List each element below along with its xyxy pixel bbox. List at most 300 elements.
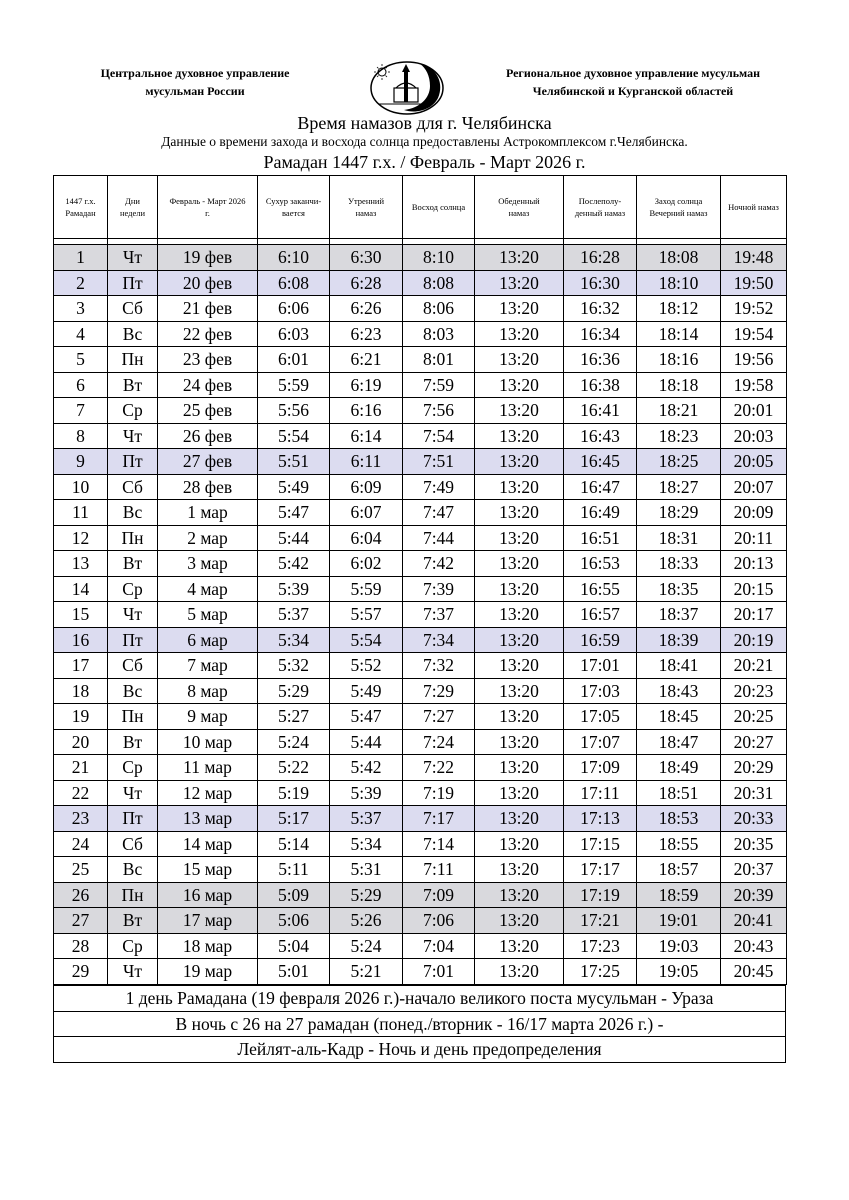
cell-weekday: Ср: [108, 398, 158, 424]
footer-note-laylat-al-qadr: Лейлят-аль-Кадр - Ночь и день предопределения: [54, 1037, 786, 1063]
cell-weekday: Чт: [108, 245, 158, 271]
cell-dhuhr: 13:20: [475, 321, 564, 347]
cell-suhur: 6:10: [258, 245, 330, 271]
cell-sunrise: 7:27: [403, 704, 475, 730]
cell-weekday: Вт: [108, 372, 158, 398]
col-header-suhur: Сухур заканчи- вается: [258, 176, 330, 239]
cell-ramadan-day: 3: [54, 296, 108, 322]
cell-suhur: 5:56: [258, 398, 330, 424]
cell-dhuhr: 13:20: [475, 653, 564, 679]
org-left: [60, 64, 330, 100]
cell-date: 14 мар: [158, 831, 258, 857]
cell-dhuhr: 13:20: [475, 347, 564, 373]
cell-weekday: Чт: [108, 780, 158, 806]
cell-asr: 16:45: [564, 449, 637, 475]
cell-asr: 16:51: [564, 525, 637, 551]
cell-fajr: 5:24: [330, 933, 403, 959]
cell-dhuhr: 13:20: [475, 525, 564, 551]
table-body: [54, 245, 787, 985]
cell-weekday: Ср: [108, 933, 158, 959]
data-source-note: Данные о времени захода и восхода солнца предоставлены Астрокомплексом г.Челябинска.: [161, 134, 688, 149]
cell-date: 5 мар: [158, 602, 258, 628]
col-header-sunrise: Восход солнца: [403, 176, 475, 239]
cell-suhur: 5:04: [258, 933, 330, 959]
cell-weekday: Пн: [108, 704, 158, 730]
table-row: [54, 525, 787, 551]
table-row: [54, 398, 787, 424]
cell-dhuhr: 13:20: [475, 678, 564, 704]
table-row: [54, 627, 787, 653]
cell-sunrise: 7:19: [403, 780, 475, 806]
cell-date: 19 мар: [158, 959, 258, 985]
cell-fajr: 5:42: [330, 755, 403, 781]
table-row: [54, 500, 787, 526]
table-row: [54, 576, 787, 602]
cell-sunrise: 8:03: [403, 321, 475, 347]
cell-ramadan-day: 8: [54, 423, 108, 449]
table-row: [54, 755, 787, 781]
cell-isha: 19:56: [721, 347, 787, 373]
cell-isha: 20:29: [721, 755, 787, 781]
cell-date: 15 мар: [158, 857, 258, 883]
cell-asr: 16:30: [564, 270, 637, 296]
cell-weekday: Пт: [108, 627, 158, 653]
cell-suhur: 5:32: [258, 653, 330, 679]
cell-dhuhr: 13:20: [475, 959, 564, 985]
cell-fajr: 6:02: [330, 551, 403, 577]
table-row: [54, 933, 787, 959]
table-row: [54, 245, 787, 271]
cell-ramadan-day: 25: [54, 857, 108, 883]
cell-fajr: 6:23: [330, 321, 403, 347]
cell-isha: 20:23: [721, 678, 787, 704]
cell-ramadan-day: 28: [54, 933, 108, 959]
cell-isha: 20:25: [721, 704, 787, 730]
cell-maghrib: 18:57: [637, 857, 721, 883]
cell-dhuhr: 13:20: [475, 296, 564, 322]
table-row: [54, 449, 787, 475]
cell-fajr: 5:29: [330, 882, 403, 908]
cell-weekday: Пт: [108, 806, 158, 832]
cell-ramadan-day: 4: [54, 321, 108, 347]
cell-dhuhr: 13:20: [475, 831, 564, 857]
cell-date: 4 мар: [158, 576, 258, 602]
cell-fajr: 5:39: [330, 780, 403, 806]
cell-maghrib: 18:53: [637, 806, 721, 832]
table-row: [54, 959, 787, 985]
cell-ramadan-day: 18: [54, 678, 108, 704]
cell-isha: 19:52: [721, 296, 787, 322]
cell-weekday: Ср: [108, 755, 158, 781]
cell-maghrib: 18:31: [637, 525, 721, 551]
footer-note-ramadan-start: 1 день Рамадана (19 февраля 2026 г.)-начало великого поста мусульман - Ураза: [54, 986, 786, 1012]
cell-sunrise: 7:32: [403, 653, 475, 679]
cell-suhur: 5:19: [258, 780, 330, 806]
cell-suhur: 5:06: [258, 908, 330, 934]
cell-ramadan-day: 7: [54, 398, 108, 424]
cell-asr: 17:23: [564, 933, 637, 959]
table-header-row: [54, 176, 787, 239]
cell-isha: 20:27: [721, 729, 787, 755]
table-row: [54, 704, 787, 730]
cell-weekday: Вс: [108, 678, 158, 704]
cell-date: 6 мар: [158, 627, 258, 653]
cell-ramadan-day: 15: [54, 602, 108, 628]
cell-fajr: 5:52: [330, 653, 403, 679]
table-row: [54, 678, 787, 704]
cell-asr: 17:03: [564, 678, 637, 704]
cell-dhuhr: 13:20: [475, 423, 564, 449]
cell-sunrise: 7:29: [403, 678, 475, 704]
cell-ramadan-day: 2: [54, 270, 108, 296]
cell-weekday: Пн: [108, 882, 158, 908]
cell-fajr: 5:49: [330, 678, 403, 704]
cell-dhuhr: 13:20: [475, 372, 564, 398]
org-right-line1: Региональное духовное управление мусульман: [505, 66, 761, 80]
cell-date: 25 фев: [158, 398, 258, 424]
cell-fajr: 6:11: [330, 449, 403, 475]
cell-weekday: Пт: [108, 449, 158, 475]
cell-maghrib: 18:35: [637, 576, 721, 602]
cell-maghrib: 18:23: [637, 423, 721, 449]
cell-date: 11 мар: [158, 755, 258, 781]
cell-isha: 19:58: [721, 372, 787, 398]
cell-weekday: Вт: [108, 551, 158, 577]
cell-isha: 20:21: [721, 653, 787, 679]
cell-weekday: Вс: [108, 857, 158, 883]
cell-sunrise: 7:54: [403, 423, 475, 449]
cell-fajr: 5:21: [330, 959, 403, 985]
cell-suhur: 6:01: [258, 347, 330, 373]
cell-ramadan-day: 13: [54, 551, 108, 577]
footer-note-laylat-night: В ночь с 26 на 27 рамадан (понед./вторник - 16/17 марта 2026 г.) -: [54, 1011, 786, 1037]
cell-maghrib: 18:47: [637, 729, 721, 755]
prayer-times-table: [53, 175, 787, 985]
col-header-date: Февраль - Март 2026 г.: [158, 176, 258, 239]
cell-weekday: Сб: [108, 474, 158, 500]
cell-isha: 20:35: [721, 831, 787, 857]
cell-date: 18 мар: [158, 933, 258, 959]
cell-date: 20 фев: [158, 270, 258, 296]
cell-ramadan-day: 9: [54, 449, 108, 475]
cell-suhur: 5:59: [258, 372, 330, 398]
cell-suhur: 5:27: [258, 704, 330, 730]
cell-date: 22 фев: [158, 321, 258, 347]
table-row: [54, 653, 787, 679]
cell-maghrib: 18:43: [637, 678, 721, 704]
cell-suhur: 6:06: [258, 296, 330, 322]
cell-asr: 16:32: [564, 296, 637, 322]
org-right-line2: Челябинской и Курганской областей: [532, 84, 734, 98]
cell-date: 9 мар: [158, 704, 258, 730]
cell-date: 24 фев: [158, 372, 258, 398]
cell-dhuhr: 13:20: [475, 449, 564, 475]
cell-suhur: 5:01: [258, 959, 330, 985]
cell-dhuhr: 13:20: [475, 474, 564, 500]
cell-sunrise: 7:39: [403, 576, 475, 602]
table-row: [54, 882, 787, 908]
cell-suhur: 5:54: [258, 423, 330, 449]
cell-fajr: 5:59: [330, 576, 403, 602]
cell-sunrise: 7:59: [403, 372, 475, 398]
cell-sunrise: 8:08: [403, 270, 475, 296]
cell-weekday: Пн: [108, 347, 158, 373]
cell-maghrib: 18:29: [637, 500, 721, 526]
cell-maghrib: 18:41: [637, 653, 721, 679]
cell-isha: 20:13: [721, 551, 787, 577]
cell-maghrib: 19:03: [637, 933, 721, 959]
cell-fajr: 6:28: [330, 270, 403, 296]
cell-weekday: Ср: [108, 576, 158, 602]
cell-sunrise: 7:17: [403, 806, 475, 832]
cell-isha: 20:15: [721, 576, 787, 602]
cell-maghrib: 19:01: [637, 908, 721, 934]
cell-isha: 20:11: [721, 525, 787, 551]
cell-ramadan-day: 6: [54, 372, 108, 398]
cell-asr: 17:07: [564, 729, 637, 755]
cell-asr: 17:25: [564, 959, 637, 985]
cell-weekday: Чт: [108, 959, 158, 985]
cell-sunrise: 7:34: [403, 627, 475, 653]
cell-sunrise: 7:47: [403, 500, 475, 526]
cell-ramadan-day: 14: [54, 576, 108, 602]
cell-dhuhr: 13:20: [475, 602, 564, 628]
cell-isha: 20:17: [721, 602, 787, 628]
cell-suhur: 5:24: [258, 729, 330, 755]
cell-maghrib: 18:14: [637, 321, 721, 347]
cell-asr: 17:17: [564, 857, 637, 883]
cell-sunrise: 7:09: [403, 882, 475, 908]
cell-dhuhr: 13:20: [475, 882, 564, 908]
cell-fajr: 6:04: [330, 525, 403, 551]
footer-notes: [53, 985, 786, 1063]
cell-dhuhr: 13:20: [475, 551, 564, 577]
cell-isha: 20:37: [721, 857, 787, 883]
cell-sunrise: 7:37: [403, 602, 475, 628]
cell-asr: 17:19: [564, 882, 637, 908]
cell-date: 16 мар: [158, 882, 258, 908]
cell-asr: 16:36: [564, 347, 637, 373]
cell-sunrise: 7:42: [403, 551, 475, 577]
cell-isha: 20:01: [721, 398, 787, 424]
cell-weekday: Пт: [108, 270, 158, 296]
cell-suhur: 5:47: [258, 500, 330, 526]
table-row: [54, 780, 787, 806]
cell-date: 3 мар: [158, 551, 258, 577]
table-row: [54, 831, 787, 857]
cell-ramadan-day: 23: [54, 806, 108, 832]
cell-ramadan-day: 21: [54, 755, 108, 781]
cell-isha: 20:45: [721, 959, 787, 985]
cell-maghrib: 18:55: [637, 831, 721, 857]
cell-suhur: 5:22: [258, 755, 330, 781]
cell-suhur: 5:44: [258, 525, 330, 551]
cell-ramadan-day: 5: [54, 347, 108, 373]
cell-isha: 20:05: [721, 449, 787, 475]
cell-ramadan-day: 20: [54, 729, 108, 755]
cell-sunrise: 8:06: [403, 296, 475, 322]
cell-isha: 20:09: [721, 500, 787, 526]
cell-asr: 16:49: [564, 500, 637, 526]
table-row: [54, 372, 787, 398]
cell-sunrise: 7:49: [403, 474, 475, 500]
cell-maghrib: 18:39: [637, 627, 721, 653]
cell-suhur: 5:34: [258, 627, 330, 653]
col-header-isha: Ночной намаз: [721, 176, 787, 239]
cell-suhur: 5:14: [258, 831, 330, 857]
cell-isha: 20:07: [721, 474, 787, 500]
cell-dhuhr: 13:20: [475, 729, 564, 755]
cell-dhuhr: 13:20: [475, 398, 564, 424]
cell-isha: 19:50: [721, 270, 787, 296]
table-row: [54, 296, 787, 322]
cell-dhuhr: 13:20: [475, 576, 564, 602]
cell-date: 2 мар: [158, 525, 258, 551]
cell-maghrib: 18:16: [637, 347, 721, 373]
cell-dhuhr: 13:20: [475, 270, 564, 296]
cell-maghrib: 18:08: [637, 245, 721, 271]
cell-asr: 17:13: [564, 806, 637, 832]
cell-ramadan-day: 24: [54, 831, 108, 857]
period-title: Рамадан 1447 г.х. / Февраль - Март 2026 г.: [263, 152, 586, 172]
cell-maghrib: 18:51: [637, 780, 721, 806]
cell-ramadan-day: 16: [54, 627, 108, 653]
cell-date: 10 мар: [158, 729, 258, 755]
cell-date: 1 мар: [158, 500, 258, 526]
cell-ramadan-day: 29: [54, 959, 108, 985]
cell-dhuhr: 13:20: [475, 704, 564, 730]
cell-weekday: Пн: [108, 525, 158, 551]
table-row: [54, 270, 787, 296]
cell-asr: 16:59: [564, 627, 637, 653]
cell-date: 7 мар: [158, 653, 258, 679]
cell-weekday: Вт: [108, 729, 158, 755]
cell-weekday: Чт: [108, 423, 158, 449]
cell-maghrib: 18:33: [637, 551, 721, 577]
col-header-weekday: Дни недели: [108, 176, 158, 239]
table-row: [54, 347, 787, 373]
cell-dhuhr: 13:20: [475, 500, 564, 526]
cell-weekday: Сб: [108, 296, 158, 322]
col-header-fajr: Утренний намаз: [330, 176, 403, 239]
cell-asr: 16:53: [564, 551, 637, 577]
cell-fajr: 6:14: [330, 423, 403, 449]
org-right: [468, 64, 798, 100]
cell-date: 17 мар: [158, 908, 258, 934]
cell-asr: 17:15: [564, 831, 637, 857]
cell-weekday: Вс: [108, 500, 158, 526]
cell-suhur: 5:11: [258, 857, 330, 883]
cell-isha: 20:03: [721, 423, 787, 449]
cell-sunrise: 7:24: [403, 729, 475, 755]
cell-isha: 20:19: [721, 627, 787, 653]
cell-fajr: 6:30: [330, 245, 403, 271]
cell-sunrise: 7:14: [403, 831, 475, 857]
cell-asr: 16:47: [564, 474, 637, 500]
cell-asr: 16:38: [564, 372, 637, 398]
cell-asr: 16:43: [564, 423, 637, 449]
cell-ramadan-day: 17: [54, 653, 108, 679]
cell-asr: 16:55: [564, 576, 637, 602]
cell-sunrise: 8:10: [403, 245, 475, 271]
cell-fajr: 6:07: [330, 500, 403, 526]
cell-weekday: Вс: [108, 321, 158, 347]
table-row: [54, 908, 787, 934]
cell-suhur: 5:39: [258, 576, 330, 602]
cell-fajr: 5:47: [330, 704, 403, 730]
cell-suhur: 5:09: [258, 882, 330, 908]
col-header-dhuhr: Обеденный намаз: [475, 176, 564, 239]
cell-weekday: Сб: [108, 831, 158, 857]
cell-dhuhr: 13:20: [475, 755, 564, 781]
cell-maghrib: 19:05: [637, 959, 721, 985]
cell-sunrise: 7:06: [403, 908, 475, 934]
cell-fajr: 6:26: [330, 296, 403, 322]
cell-sunrise: 7:44: [403, 525, 475, 551]
cell-fajr: 5:37: [330, 806, 403, 832]
cell-asr: 17:09: [564, 755, 637, 781]
cell-weekday: Вт: [108, 908, 158, 934]
cell-sunrise: 7:04: [403, 933, 475, 959]
cell-asr: 16:57: [564, 602, 637, 628]
cell-date: 21 фев: [158, 296, 258, 322]
table-row: [54, 729, 787, 755]
cell-date: 12 мар: [158, 780, 258, 806]
cell-isha: 20:31: [721, 780, 787, 806]
cell-ramadan-day: 26: [54, 882, 108, 908]
cell-asr: 16:34: [564, 321, 637, 347]
col-header-ramadan-day: 1447 г.х. Рамадан: [54, 176, 108, 239]
cell-maghrib: 18:25: [637, 449, 721, 475]
cell-suhur: 5:37: [258, 602, 330, 628]
cell-sunrise: 7:22: [403, 755, 475, 781]
cell-maghrib: 18:18: [637, 372, 721, 398]
cell-asr: 16:41: [564, 398, 637, 424]
cell-isha: 20:39: [721, 882, 787, 908]
cell-asr: 17:01: [564, 653, 637, 679]
cell-asr: 17:21: [564, 908, 637, 934]
mosque-crescent-logo-icon: [368, 58, 446, 116]
cell-isha: 20:41: [721, 908, 787, 934]
cell-isha: 20:43: [721, 933, 787, 959]
cell-sunrise: 7:51: [403, 449, 475, 475]
cell-sunrise: 8:01: [403, 347, 475, 373]
cell-dhuhr: 13:20: [475, 780, 564, 806]
cell-weekday: Чт: [108, 602, 158, 628]
cell-fajr: 5:57: [330, 602, 403, 628]
table-row: [54, 474, 787, 500]
cell-dhuhr: 13:20: [475, 933, 564, 959]
cell-maghrib: 18:12: [637, 296, 721, 322]
cell-suhur: 6:03: [258, 321, 330, 347]
cell-suhur: 6:08: [258, 270, 330, 296]
cell-fajr: 5:26: [330, 908, 403, 934]
table-row: [54, 321, 787, 347]
cell-ramadan-day: 12: [54, 525, 108, 551]
cell-weekday: Сб: [108, 653, 158, 679]
cell-fajr: 5:44: [330, 729, 403, 755]
cell-ramadan-day: 11: [54, 500, 108, 526]
cell-maghrib: 18:10: [637, 270, 721, 296]
cell-isha: 20:33: [721, 806, 787, 832]
cell-dhuhr: 13:20: [475, 627, 564, 653]
table-row: [54, 551, 787, 577]
cell-maghrib: 18:49: [637, 755, 721, 781]
cell-fajr: 5:54: [330, 627, 403, 653]
cell-dhuhr: 13:20: [475, 908, 564, 934]
cell-asr: 16:28: [564, 245, 637, 271]
cell-dhuhr: 13:20: [475, 857, 564, 883]
